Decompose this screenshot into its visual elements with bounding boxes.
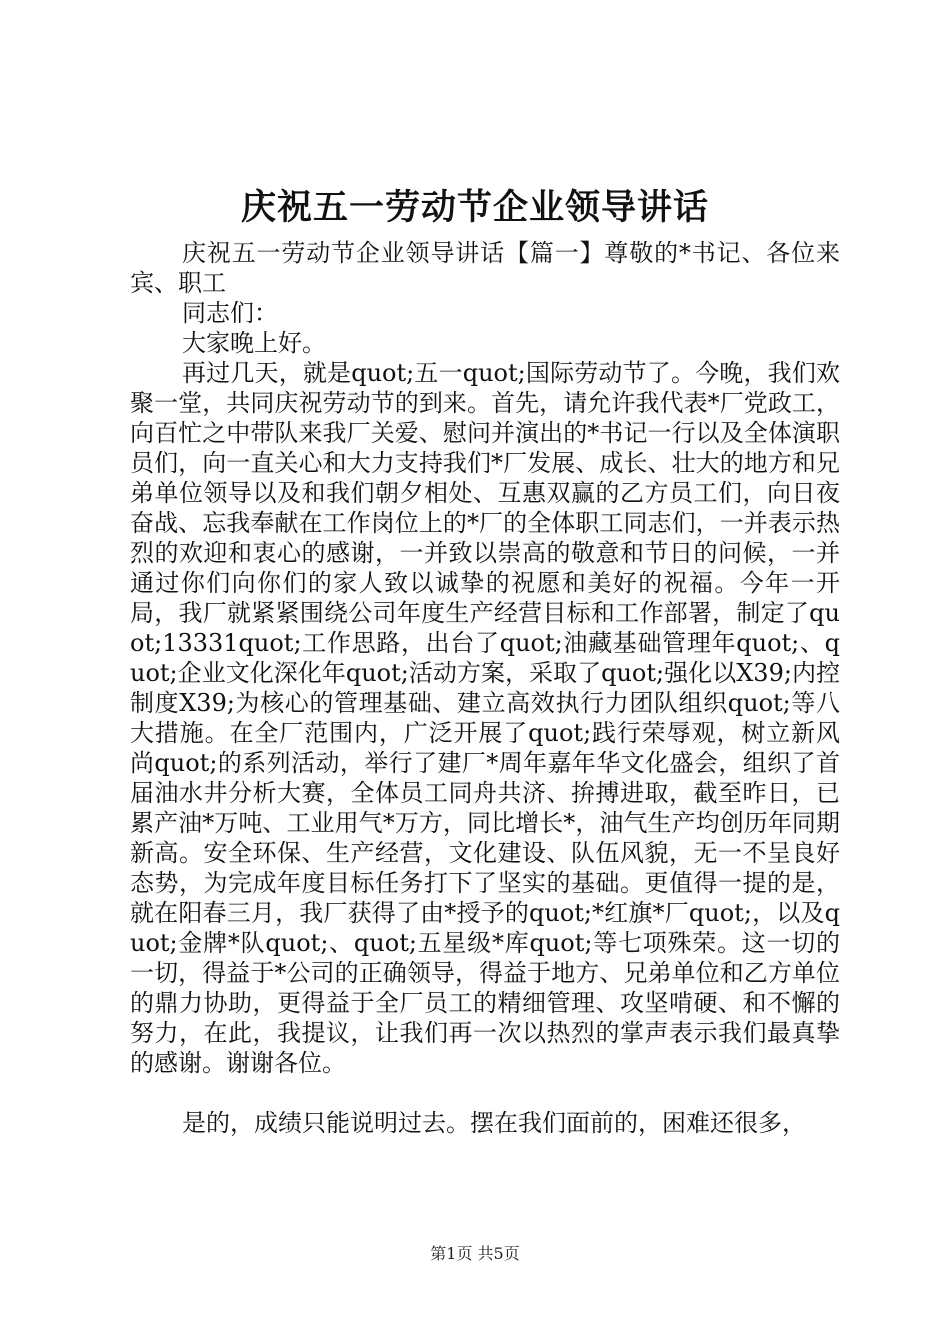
paragraph-gap — [130, 1078, 840, 1108]
paragraph-greeting: 大家晚上好。 — [182, 329, 326, 357]
paragraph-salutation: 同志们： — [182, 299, 278, 327]
paragraph-main: 再过几天，就是quot;五一quot;国际劳动节了。今晚，我们欢聚一堂，共同庆祝劳动节的到来。首先，请允许我代表*厂党政工，向百忙之中带队来我厂关爱、慰问并演出的*书记一行以及全体演职员们，向一直关心和大力支持我们*厂发展、成长、壮大的地方和兄弟单位领导以及和我们朝夕相处、互惠双赢的乙方员工们，向日夜奋战、忘我奉献在工作岗位上的*厂的全体职工同志们，一并表示热烈的欢迎和衷心的感谢，一并致以崇高的敬意和节日的问候，一并通过你们向你们的家人致以诚挚的祝愿和美好的祝福。今年一开局，我厂就紧紧围绕公司年度生产经营目标和工作部署，制定了quot;13331quot;工作思路，出台了quot;油藏基础管理年quot;、quot;企业文化深化年quot;活动方案，采取了quot;强化以X39;内控制度X39;为核心的管理基础、建立高效执行力团队组织quot;等八大措施。在全厂范围内，广泛开展了quot;践行荣辱观，树立新风尚quot;的系列活动，举行了建厂*周年嘉年华文化盛会，组织了首届油水井分析大赛，全体员工同舟共济、拚搏进取，截至昨日，已累产油*万吨、工业用气*万方，同比增长*，油气生产均创历年同期新高。安全环保、生产经营，文化建设、队伍风貌，无一不呈良好态势，为完成年度目标任务打下了坚实的基础。更值得一提的是，就在阳春三月，我厂获得了由*授予的quot;*红旗*厂quot;，以及quot;金牌*队quot;、quot;五星级*库quot;等七项殊荣。这一切的一切，得益于*公司的正确领导，得益于地方、兄弟单位和乙方单位的鼎力协助，更得益于全厂员工的精细管理、攻坚啃硬、和不懈的努力，在此，我提议，让我们再一次以热烈的掌声表示我们最真挚的感谢。谢谢各位。 — [130, 359, 840, 1077]
page-number-footer: 第1页 共5页 — [430, 1244, 520, 1263]
paragraph-continuation: 是的，成绩只能说明过去。摆在我们面前的，困难还很多， — [182, 1109, 806, 1137]
document-body — [130, 238, 840, 1138]
document-title: 庆祝五一劳动节企业领导讲话 — [240, 187, 709, 228]
paragraph-opening: 庆祝五一劳动节企业领导讲话【篇一】尊敬的*书记、各位来宾、职工 — [130, 239, 840, 297]
